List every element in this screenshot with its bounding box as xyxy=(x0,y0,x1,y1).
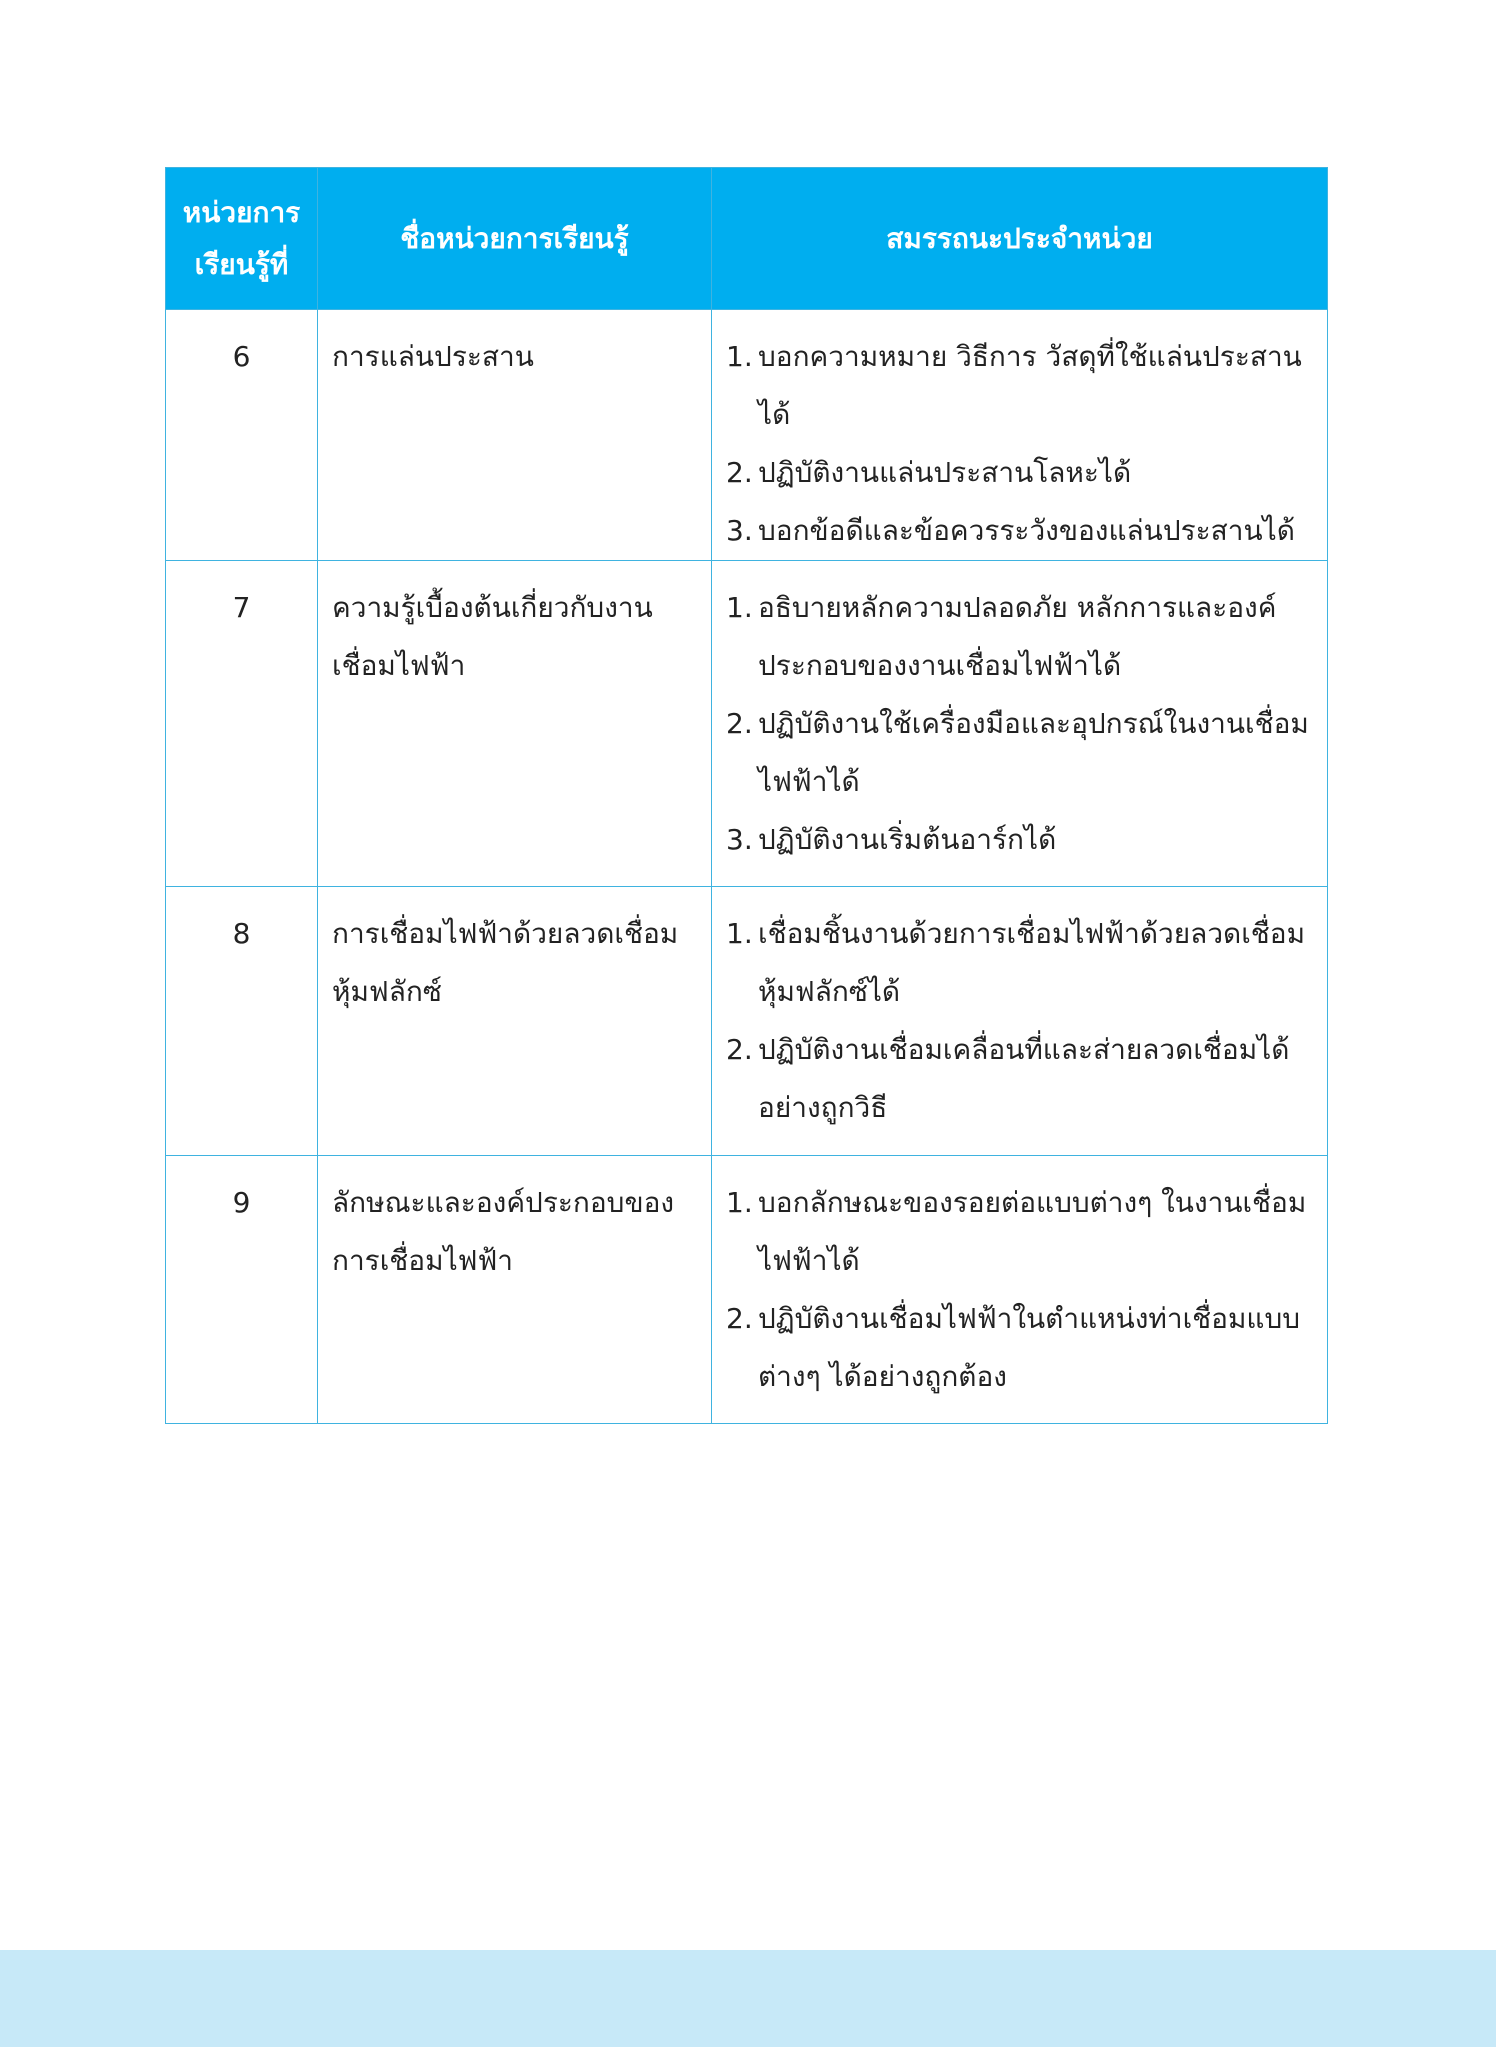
unit-number-cell: 9 xyxy=(166,1156,318,1424)
competency-item-number: 1. xyxy=(726,917,753,950)
unit-number-cell: 7 xyxy=(166,561,318,887)
header-unit-number xyxy=(166,168,318,310)
table-row xyxy=(166,310,1328,561)
unit-number-cell: 6 xyxy=(166,310,318,561)
unit-name-cell: ความรู้เบื้องต้นเกี่ยวกับงานเชื่อมไฟฟ้า xyxy=(318,561,712,887)
table-row xyxy=(166,887,1328,1156)
competency-table xyxy=(165,167,1328,1424)
competency-item-number: 1. xyxy=(726,1186,753,1219)
competency-item-number: 2. xyxy=(726,456,753,489)
competency-cell xyxy=(712,561,1328,887)
table-body xyxy=(166,310,1328,1424)
header-unit-name: ชื่อหน่วยการเรียนรู้ xyxy=(318,168,712,310)
competency-list xyxy=(726,1174,1313,1406)
table-header xyxy=(166,168,1328,310)
unit-name-cell: ลักษณะและองค์ประกอบของการเชื่อมไฟฟ้า xyxy=(318,1156,712,1424)
header-competency: สมรรถนะประจำหน่วย xyxy=(712,168,1328,310)
competency-item-number: 3. xyxy=(726,514,753,547)
footer-band xyxy=(0,1950,1496,2047)
competency-item-text: ปฏิบัติงานใช้เครื่องมือและอุปกรณ์ในงานเชื่อมไฟฟ้าได้ xyxy=(758,707,1309,798)
competency-item xyxy=(726,328,1313,444)
competency-item-text: ปฏิบัติงานแล่นประสานโลหะได้ xyxy=(758,456,1132,489)
competency-item-text: ปฏิบัติงานเชื่อมไฟฟ้าในตำแหน่งท่าเชื่อมแบบต่างๆ ได้อย่างถูกต้อง xyxy=(758,1302,1301,1393)
unit-name-cell: การแล่นประสาน xyxy=(318,310,712,561)
header-unit-number-line2: เรียนรู้ที่ xyxy=(194,247,289,281)
competency-item-number: 1. xyxy=(726,591,753,624)
competency-item-text: ปฏิบัติงานเริ่มต้นอาร์กได้ xyxy=(758,823,1057,856)
competency-item xyxy=(726,905,1313,1021)
table-row xyxy=(166,1156,1328,1424)
header-unit-number-line1: หน่วยการ xyxy=(182,195,301,229)
competency-cell xyxy=(712,887,1328,1156)
competency-list xyxy=(726,328,1313,560)
competency-item-number: 1. xyxy=(726,340,753,373)
competency-item xyxy=(726,579,1313,695)
competency-list xyxy=(726,579,1313,869)
competency-item-number: 2. xyxy=(726,1033,753,1066)
competency-item xyxy=(726,1021,1313,1137)
competency-item xyxy=(726,1290,1313,1406)
competency-item-text: เชื่อมชิ้นงานด้วยการเชื่อมไฟฟ้าด้วยลวดเชื่อมหุ้มฟลักซ์ได้ xyxy=(758,917,1306,1008)
unit-number-cell: 8 xyxy=(166,887,318,1156)
competency-item-text: อธิบายหลักความปลอดภัย หลักการและองค์ประกอบของงานเชื่อมไฟฟ้าได้ xyxy=(758,591,1277,682)
competency-item-text: ปฏิบัติงานเชื่อมเคลื่อนที่และส่ายลวดเชื่อมได้อย่างถูกวิธี xyxy=(758,1033,1290,1124)
header-row xyxy=(166,168,1328,310)
competency-item xyxy=(726,502,1313,560)
competency-item-text: บอกข้อดีและข้อควรระวังของแล่นประสานได้ xyxy=(758,514,1295,547)
competency-item xyxy=(726,1174,1313,1290)
competency-item xyxy=(726,695,1313,811)
competency-item-text: บอกลักษณะของรอยต่อแบบต่างๆ ในงานเชื่อมไฟฟ้าได้ xyxy=(758,1186,1307,1277)
competency-item xyxy=(726,811,1313,869)
competency-cell xyxy=(712,310,1328,561)
table-row xyxy=(166,561,1328,887)
competency-item-text: บอกความหมาย วิธีการ วัสดุที่ใช้แล่นประสานได้ xyxy=(758,340,1302,431)
competency-list xyxy=(726,905,1313,1137)
competency-item-number: 3. xyxy=(726,823,753,856)
competency-cell xyxy=(712,1156,1328,1424)
competency-item-number: 2. xyxy=(726,1302,753,1335)
unit-name-cell: การเชื่อมไฟฟ้าด้วยลวดเชื่อมหุ้มฟลักซ์ xyxy=(318,887,712,1156)
competency-item xyxy=(726,444,1313,502)
competency-item-number: 2. xyxy=(726,707,753,740)
